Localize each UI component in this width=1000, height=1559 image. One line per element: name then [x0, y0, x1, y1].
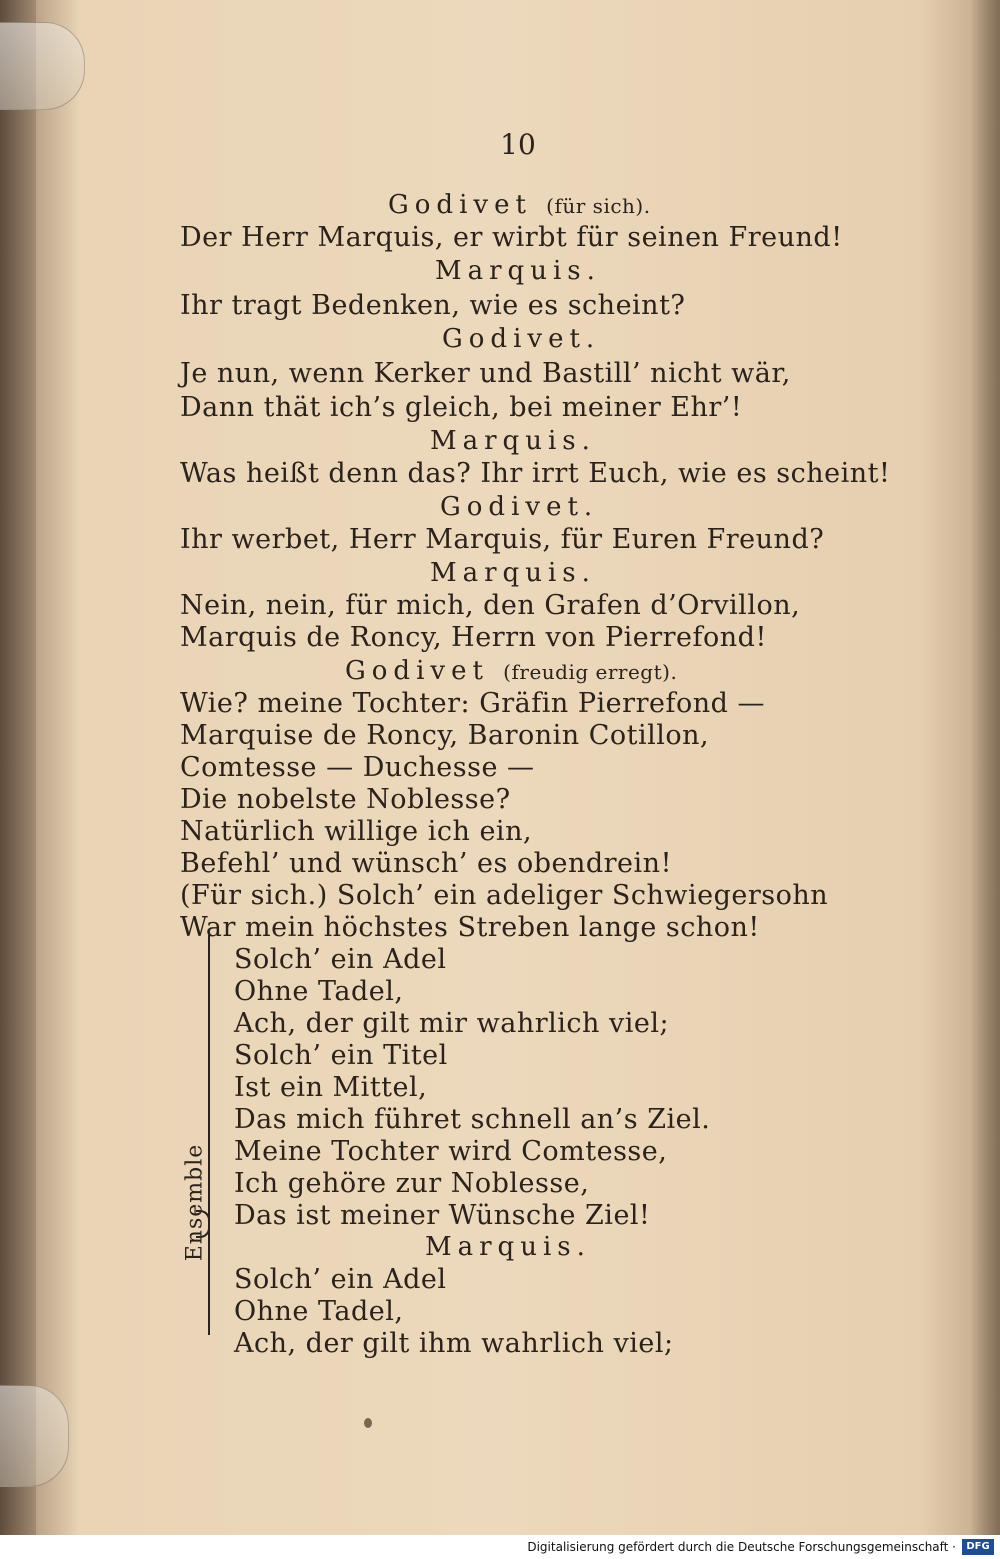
ensemble-label: Ensemble [182, 1143, 208, 1262]
text-line: Das mich führet schnell an’s Ziel. [234, 1104, 711, 1135]
text-line: Marquise de Roncy, Baronin Cotillon, [180, 720, 710, 751]
speaker-name: Godivet [388, 190, 532, 220]
text-line: Solch’ ein Adel [234, 1264, 447, 1295]
text-line: Ach, der gilt mir wahrlich viel; [234, 1008, 670, 1039]
speaker-line [345, 656, 677, 686]
text-line: Ist ein Mittel, [234, 1072, 428, 1103]
text-line: Natürlich willige ich ein, [180, 816, 533, 847]
speaker-line [388, 190, 651, 220]
page-number: 10 [500, 128, 536, 161]
footer-credit: Digitalisierung gefördert durch die Deutsche Forschungsgemeinschaft · [527, 1540, 956, 1554]
stage-direction: (für sich). [546, 194, 651, 218]
footer-bar [0, 1535, 1000, 1559]
text-line: Solch’ ein Adel [234, 944, 447, 975]
text-line: Was heißt denn das? Ihr irrt Euch, wie es scheint! [180, 458, 891, 489]
ensemble-bracket [208, 935, 228, 1335]
book-binding [0, 0, 36, 1535]
text-line: Solch’ ein Titel [234, 1040, 448, 1071]
text-line: Das ist meiner Wünsche Ziel! [234, 1200, 651, 1231]
text-line: Marquis de Roncy, Herrn von Pierrefond! [180, 622, 767, 653]
speaker-line: Marquis. [430, 558, 596, 588]
speaker-line: Marquis. [430, 426, 596, 456]
text-line: Meine Tochter wird Comtesse, [234, 1136, 668, 1167]
speaker-line: Godivet. [442, 324, 601, 354]
speaker-line: Marquis. [425, 1232, 591, 1262]
text-line: Befehl’ und wünsch’ es obendrein! [180, 848, 672, 879]
text-line: Ohne Tadel, [234, 1296, 404, 1327]
text-line: Nein, nein, für mich, den Grafen d’Orvillon, [180, 590, 801, 621]
page-edge-shadow [970, 0, 1000, 1535]
text-line: War mein höchstes Streben lange schon! [180, 912, 760, 943]
text-line: Ohne Tadel, [234, 976, 404, 1007]
speaker-line: Godivet. [440, 492, 599, 522]
text-line: Je nun, wenn Kerker und Bastill’ nicht wär, [180, 358, 791, 389]
speaker-line: Marquis. [435, 256, 601, 286]
page-clip-top [0, 22, 85, 110]
text-line: Der Herr Marquis, er wirbt für seinen Freund! [180, 222, 843, 253]
text-line: Wie? meine Tochter: Gräfin Pierrefond — [180, 688, 765, 719]
text-line: Ihr werbet, Herr Marquis, für Euren Freund? [180, 524, 825, 555]
text-line: Ach, der gilt ihm wahrlich viel; [234, 1328, 674, 1359]
stage-direction: (freudig erregt). [503, 660, 678, 684]
text-line: Dann thät ich’s gleich, bei meiner Ehr’! [180, 392, 743, 423]
text-line: Ihr tragt Bedenken, wie es scheint? [180, 290, 686, 321]
text-line: Comtesse — Duchesse — [180, 752, 535, 783]
speaker-name: Godivet [345, 656, 489, 686]
dfg-logo: DFG [962, 1539, 994, 1555]
text-line: Die nobelste Noblesse? [180, 784, 511, 815]
page-clip-bottom [0, 1385, 69, 1487]
text-line: Ich gehöre zur Noblesse, [234, 1168, 590, 1199]
ink-spot [364, 1418, 372, 1428]
text-line: (Für sich.) Solch’ ein adeliger Schwiegersohn [180, 880, 829, 911]
